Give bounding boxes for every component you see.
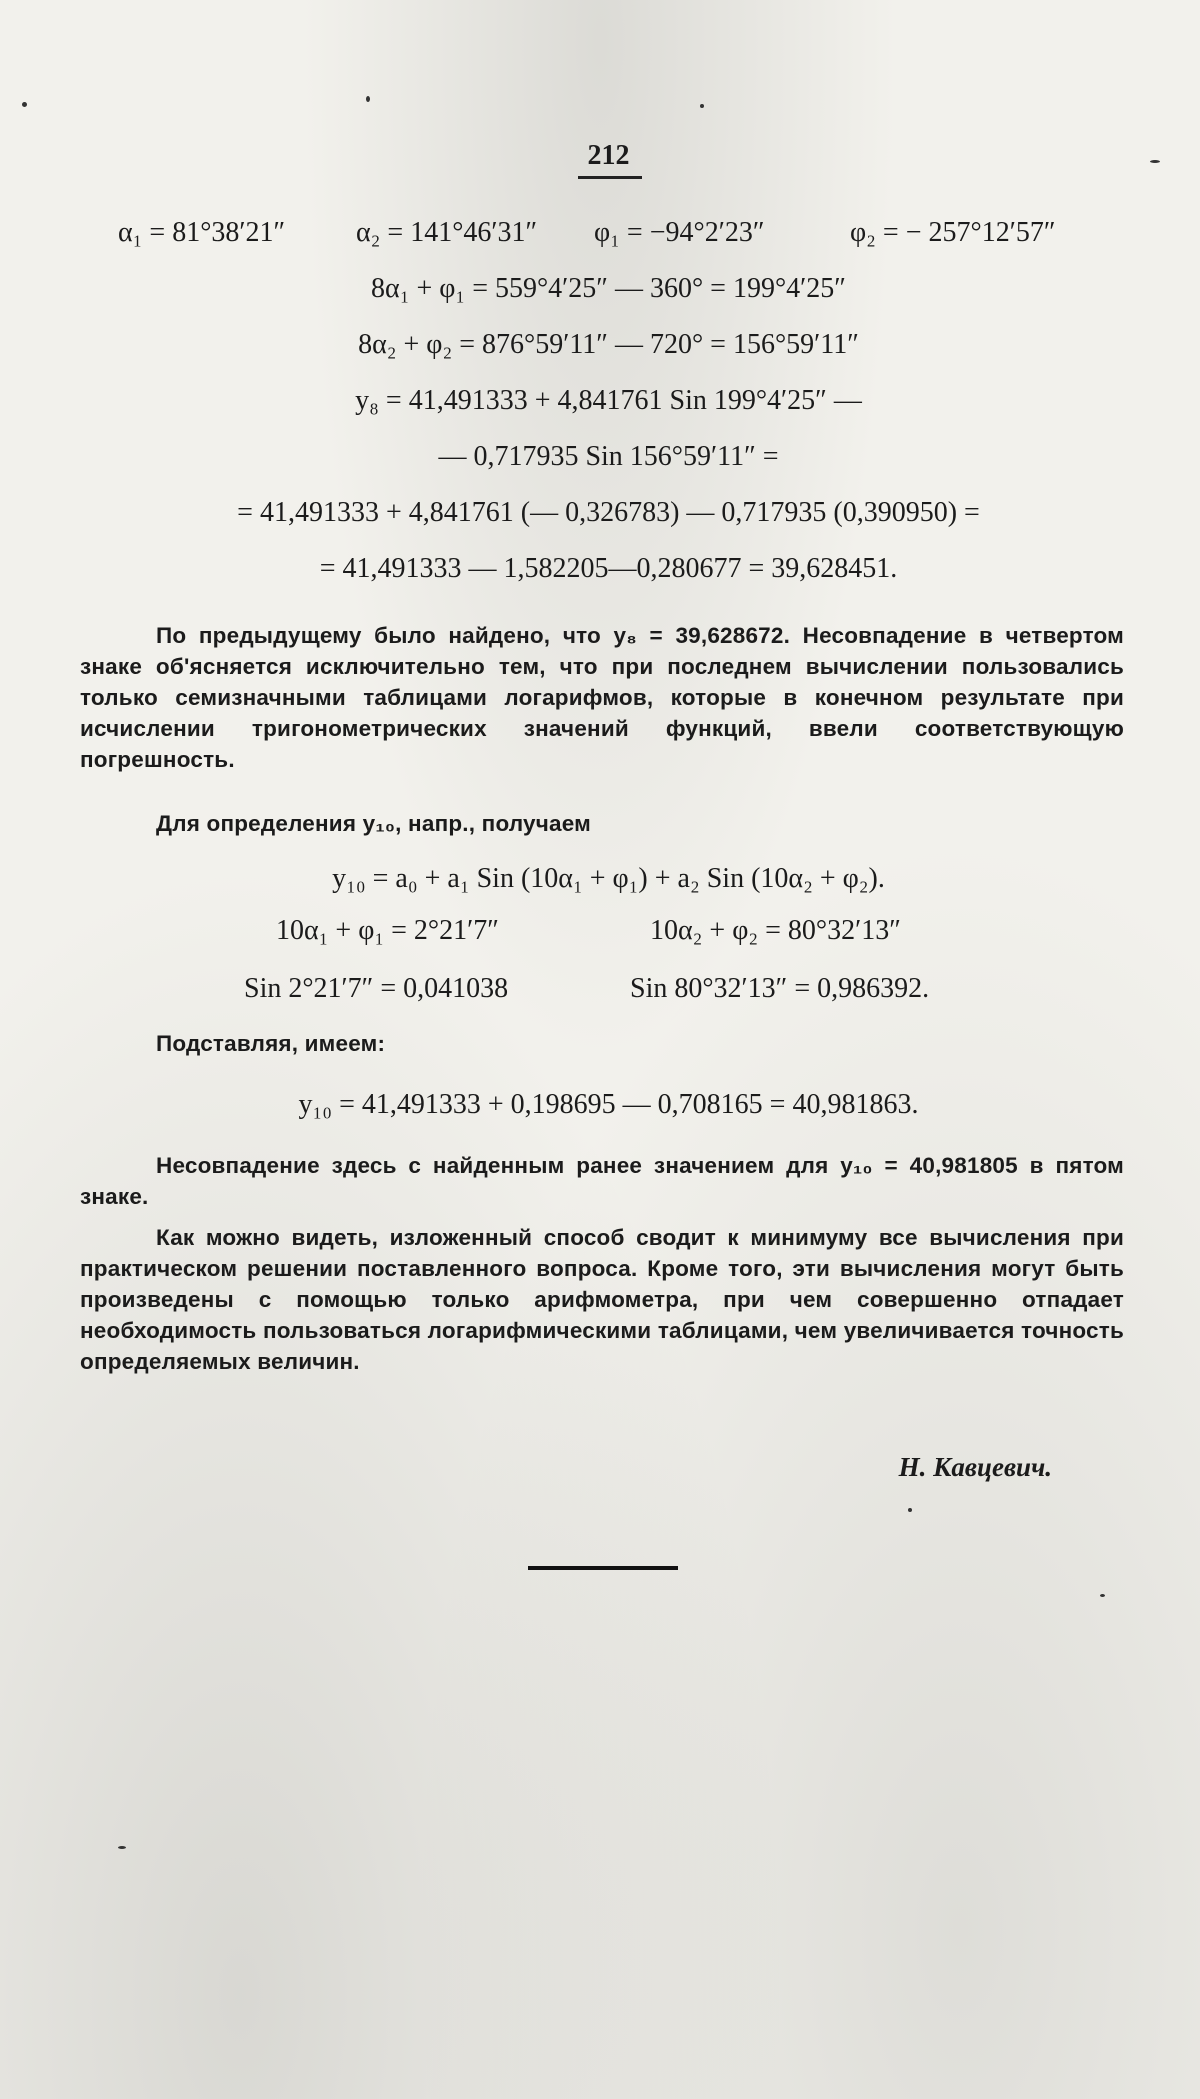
scan-speck xyxy=(1150,160,1160,163)
equation-sum2: 10α₂ + φ₂ = 80°32′13″ xyxy=(650,915,901,946)
page-number-underline xyxy=(578,176,642,179)
equation-phi1: φ₁ = −94°2′23″ xyxy=(594,217,765,248)
equation-line5: — 0,717935 Sin 156°59′11″ = xyxy=(438,441,779,472)
equation-phi2: φ₂ = − 257°12′57″ xyxy=(850,217,1056,248)
scan-speck xyxy=(366,96,370,102)
closing-rule xyxy=(528,1566,678,1570)
page-number: 212 xyxy=(587,140,630,171)
equation-line6: = 41,491333 + 4,841761 (— 0,326783) — 0,717935 (0,390950) = xyxy=(237,497,980,528)
author-signature: Н. Кавцевич. xyxy=(898,1452,1052,1482)
scan-speck xyxy=(22,102,27,107)
equation-alpha1: α₁ = 81°38′21″ xyxy=(118,217,286,248)
scan-speck xyxy=(700,104,704,108)
equation-line7: = 41,491333 — 1,582205—0,280677 = 39,628451. xyxy=(319,553,898,584)
equation-sum1: 10α₁ + φ₁ = 2°21′7″ xyxy=(276,915,499,946)
scan-speck xyxy=(908,1508,912,1512)
equation-line3: 8α₂ + φ₂ = 876°59′11″ — 720° = 156°59′11″ xyxy=(358,329,859,360)
scan-speck xyxy=(1100,1594,1105,1597)
equation-sin1: Sin 2°21′7″ = 0,041038 xyxy=(244,973,509,1004)
scan-speck xyxy=(118,1846,126,1849)
equation-sin2: Sin 80°32′13″ = 0,986392. xyxy=(630,973,930,1004)
paragraph-conclusion: Как можно видеть, изложенный способ сводит к минимуму все вычисления при практическом решении поставленного вопроса. Кроме того, эти вычисления могут быть произведены с помощью только арифмометра, при чем совершенно отпадает необходимость пользоваться логарифмическими таблицами, чем увеличивается точность определяемых величин. xyxy=(80,1225,1124,1374)
equation-line2: 8α₁ + φ₁ = 559°4′25″ — 360° = 199°4′25″ xyxy=(371,273,846,304)
equation-line4: y₈ = 41,491333 + 4,841761 Sin 199°4′25″ — xyxy=(355,385,862,416)
paragraph-discrepancy: По предыдущему было найдено, что y₈ = 39,628672. Несовпадение в четвертом знаке об'ясняется исключительно тем, что при последнем вычислении пользовались только семизначными таблицами логарифмов, которые в конечном результате при исчислении тригонометрических значений функций, ввели соответствующую погрешность. xyxy=(80,623,1124,772)
paragraph-substituting: Подставляя, имеем: xyxy=(156,1031,386,1056)
paragraph-y10-intro: Для определения y₁₀, напр., получаем xyxy=(156,811,591,836)
equation-alpha2: α₂ = 141°46′31″ xyxy=(356,217,538,248)
paragraph-fifth-sign: Несовпадение здесь с найденным ранее значением для y₁₀ = 40,981805 в пятом знаке. xyxy=(80,1153,1124,1209)
equation-y10-result: y₁₀ = 41,491333 + 0,198695 — 0,708165 = 40,981863. xyxy=(298,1089,919,1120)
equation-y10: y₁₀ = a₀ + a₁ Sin (10α₁ + φ₁) + a₂ Sin (10α₂ + φ₂). xyxy=(332,863,885,894)
